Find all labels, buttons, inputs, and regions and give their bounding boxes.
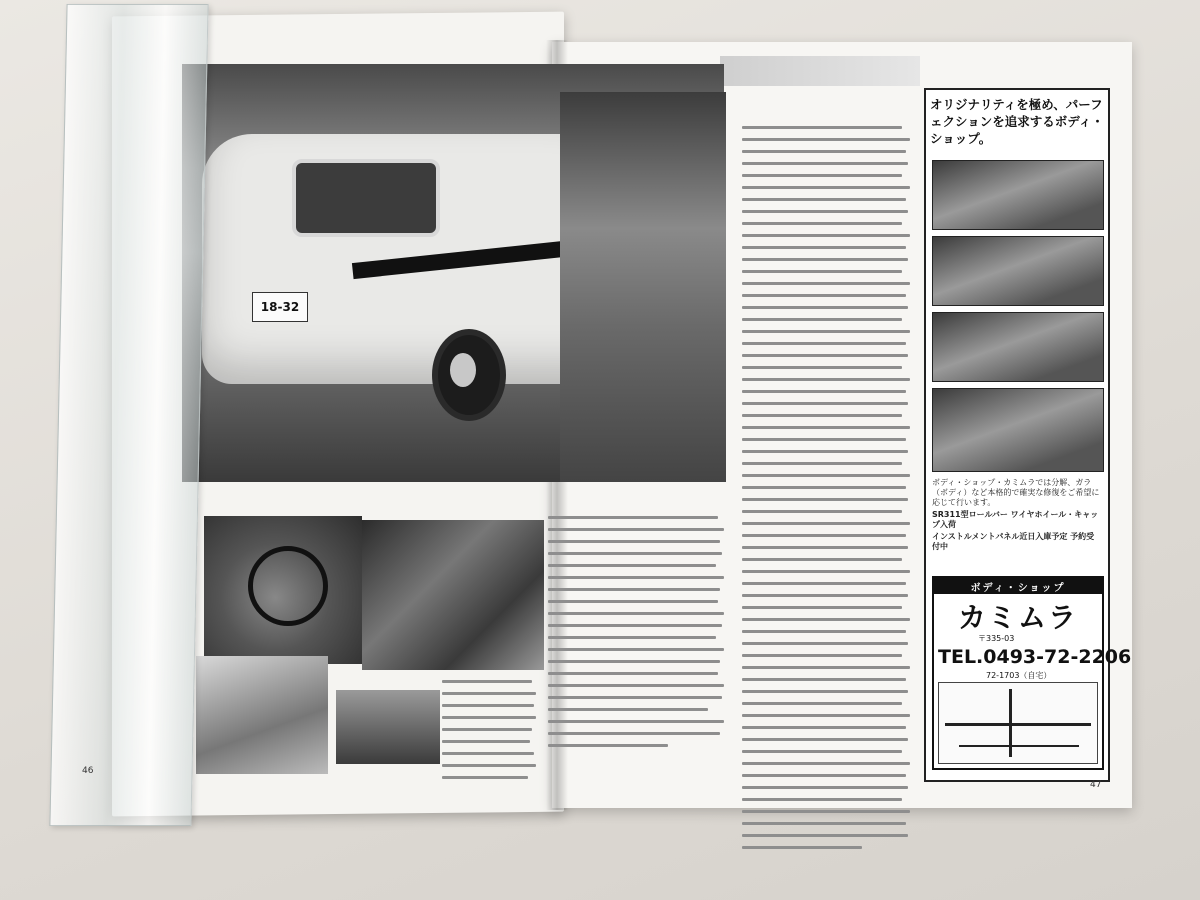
right-body-text [742,126,914,858]
car-rear-window [292,159,440,237]
caption-text [442,680,540,788]
gauges-photo [336,690,440,764]
shop-name: カミムラ [957,601,1078,634]
shop-home-telephone: 72-1703（自宅） [986,671,1052,680]
shop-band: ボディ・ショップ [934,578,1102,594]
left-body-text [548,516,728,756]
shop-contact-box [932,576,1132,770]
steering-wheel [248,546,328,626]
ad-photo-3 [932,312,1104,382]
page-number-right: 47 [1090,780,1102,790]
license-plate: 18-32 [252,292,308,322]
map-railway [959,745,1079,747]
seats-photo [196,656,328,774]
body-shop-advertisement [924,88,1132,782]
engine-photo [362,520,544,670]
headline-strip [720,56,920,86]
ad-photo-2 [932,236,1104,306]
shop-postal: 〒335-03 [978,634,1015,643]
ad-bullet-2: インストルメントパネル近日入庫予定 予約受付中 [932,532,1095,551]
ad-photo-1 [932,160,1104,230]
acrylic-ruler [49,4,208,826]
shop-telephone: TEL.0493-72-2206 [938,646,1132,668]
grass-background-photo [560,92,726,482]
ad-bullet-1: SR311型ロールバー ワイヤホイール・キャップ入荷 [932,510,1099,529]
shop-location-map [938,682,1098,764]
ad-body-text: ボディ・ショップ・カミムラでは分解、ガラ（ボディ）など本格的で確実な修復をご希望に応じて行います。 [932,478,1100,507]
dashboard-photo [204,516,362,664]
ad-photo-4 [932,388,1104,472]
rear-wheel [432,329,506,421]
page-number-left: 46 [82,766,94,776]
map-road-main [945,723,1091,726]
ad-headline: オリジナリティを極め、パーフェクションを追求するボディ・ショップ。 [930,97,1104,146]
